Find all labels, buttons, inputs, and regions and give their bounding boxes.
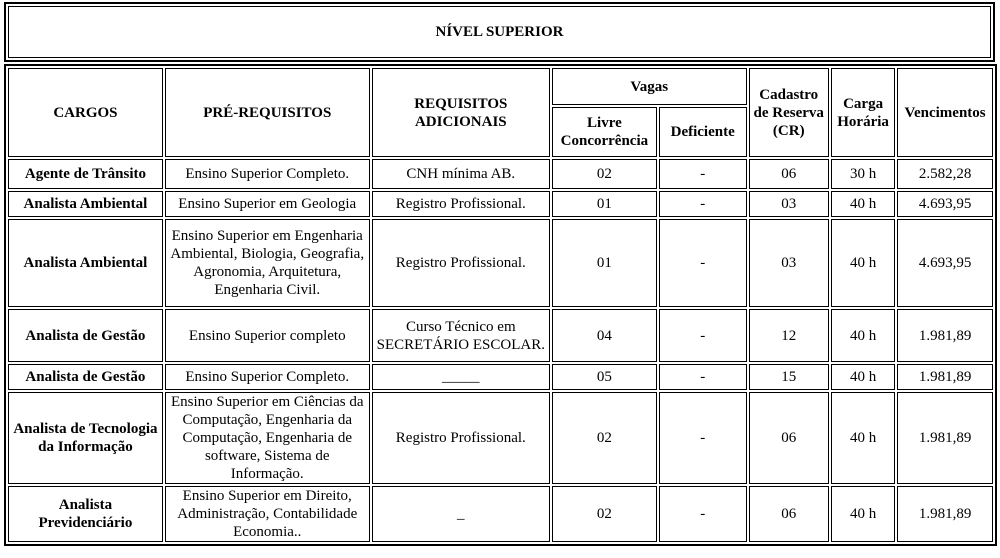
header-cargos: CARGOS — [8, 68, 163, 157]
requisitos-adicionais-cell: Registro Profissional. — [372, 219, 550, 307]
requisitos-adicionais-cell: Curso Técnico em SECRETÁRIO ESCOLAR. — [372, 309, 550, 362]
positions-table — [4, 64, 997, 546]
deficiente-cell: - — [659, 486, 747, 542]
deficiente-cell: - — [659, 191, 747, 217]
carga-horaria-cell: 40 h — [831, 486, 895, 542]
cadastro-reserva-cell: 03 — [749, 191, 829, 217]
pre-requisitos-cell: Ensino Superior em Geologia — [165, 191, 370, 217]
pre-requisitos-cell: Ensino Superior em Engenharia Ambiental, Biologia, Geografia, Agronomia, Arquitetura, Engenharia Civil. — [165, 219, 370, 307]
vencimentos-cell: 1.981,89 — [897, 364, 993, 390]
table-row — [8, 486, 993, 542]
deficiente-cell: - — [659, 219, 747, 307]
livre-concorrencia-cell: 01 — [552, 191, 657, 217]
header-deficiente: Deficiente — [659, 107, 747, 157]
vencimentos-cell: 4.693,95 — [897, 191, 993, 217]
requisitos-adicionais-cell: _____ — [372, 364, 550, 390]
requisitos-adicionais-cell: Registro Profissional. — [372, 392, 550, 484]
header-vencimentos: Vencimentos — [897, 68, 993, 157]
vencimentos-cell: 1.981,89 — [897, 486, 993, 542]
header-requisitos-adicionais: REQUISITOS ADICIONAIS — [372, 68, 550, 157]
table-row — [8, 364, 993, 390]
table-row — [8, 392, 993, 484]
pre-requisitos-cell: Ensino Superior em Ciências da Computação, Engenharia da Computação, Engenharia de software, Sistema de Informação. — [165, 392, 370, 484]
vencimentos-cell: 4.693,95 — [897, 219, 993, 307]
deficiente-cell: - — [659, 364, 747, 390]
header-carga-horaria: Carga Horária — [831, 68, 895, 157]
header-livre-concorrencia: Livre Concorrência — [552, 107, 657, 157]
requisitos-adicionais-cell: Registro Profissional. — [372, 191, 550, 217]
carga-horaria-cell: 40 h — [831, 392, 895, 484]
cargo-cell: Agente de Trânsito — [8, 159, 163, 189]
section-title-box — [4, 2, 995, 62]
carga-horaria-cell: 40 h — [831, 364, 895, 390]
livre-concorrencia-cell: 01 — [552, 219, 657, 307]
cadastro-reserva-cell: 06 — [749, 159, 829, 189]
cargo-cell: Analista Ambiental — [8, 191, 163, 217]
cadastro-reserva-cell: 03 — [749, 219, 829, 307]
livre-concorrencia-cell: 05 — [552, 364, 657, 390]
pre-requisitos-cell: Ensino Superior completo — [165, 309, 370, 362]
livre-concorrencia-cell: 04 — [552, 309, 657, 362]
cadastro-reserva-cell: 12 — [749, 309, 829, 362]
livre-concorrencia-cell: 02 — [552, 392, 657, 484]
cadastro-reserva-cell: 15 — [749, 364, 829, 390]
carga-horaria-cell: 40 h — [831, 191, 895, 217]
header-vagas: Vagas — [552, 68, 747, 105]
cadastro-reserva-cell: 06 — [749, 392, 829, 484]
table-row — [8, 191, 993, 217]
vencimentos-cell: 2.582,28 — [897, 159, 993, 189]
carga-horaria-cell: 30 h — [831, 159, 895, 189]
livre-concorrencia-cell: 02 — [552, 486, 657, 542]
carga-horaria-cell: 40 h — [831, 309, 895, 362]
pre-requisitos-cell: Ensino Superior Completo. — [165, 364, 370, 390]
table-row — [8, 159, 993, 189]
vencimentos-cell: 1.981,89 — [897, 392, 993, 484]
cargo-cell: Analista de Gestão — [8, 309, 163, 362]
section-title: NÍVEL SUPERIOR — [8, 6, 991, 58]
pre-requisitos-cell: Ensino Superior Completo. — [165, 159, 370, 189]
requisitos-adicionais-cell: _ — [372, 486, 550, 542]
table-row — [8, 309, 993, 362]
cargo-cell: Analista Previdenciário — [8, 486, 163, 542]
cadastro-reserva-cell: 06 — [749, 486, 829, 542]
vencimentos-cell: 1.981,89 — [897, 309, 993, 362]
header-cadastro-reserva: Cadastro de Reserva (CR) — [749, 68, 829, 157]
requisitos-adicionais-cell: CNH mínima AB. — [372, 159, 550, 189]
deficiente-cell: - — [659, 159, 747, 189]
carga-horaria-cell: 40 h — [831, 219, 895, 307]
livre-concorrencia-cell: 02 — [552, 159, 657, 189]
deficiente-cell: - — [659, 392, 747, 484]
deficiente-cell: - — [659, 309, 747, 362]
cargo-cell: Analista de Tecnologia da Informação — [8, 392, 163, 484]
table-row — [8, 219, 993, 307]
cargo-cell: Analista Ambiental — [8, 219, 163, 307]
cargo-cell: Analista de Gestão — [8, 364, 163, 390]
header-pre-requisitos: PRÉ-REQUISITOS — [165, 68, 370, 157]
pre-requisitos-cell: Ensino Superior em Direito, Administração, Contabilidade Economia.. — [165, 486, 370, 542]
